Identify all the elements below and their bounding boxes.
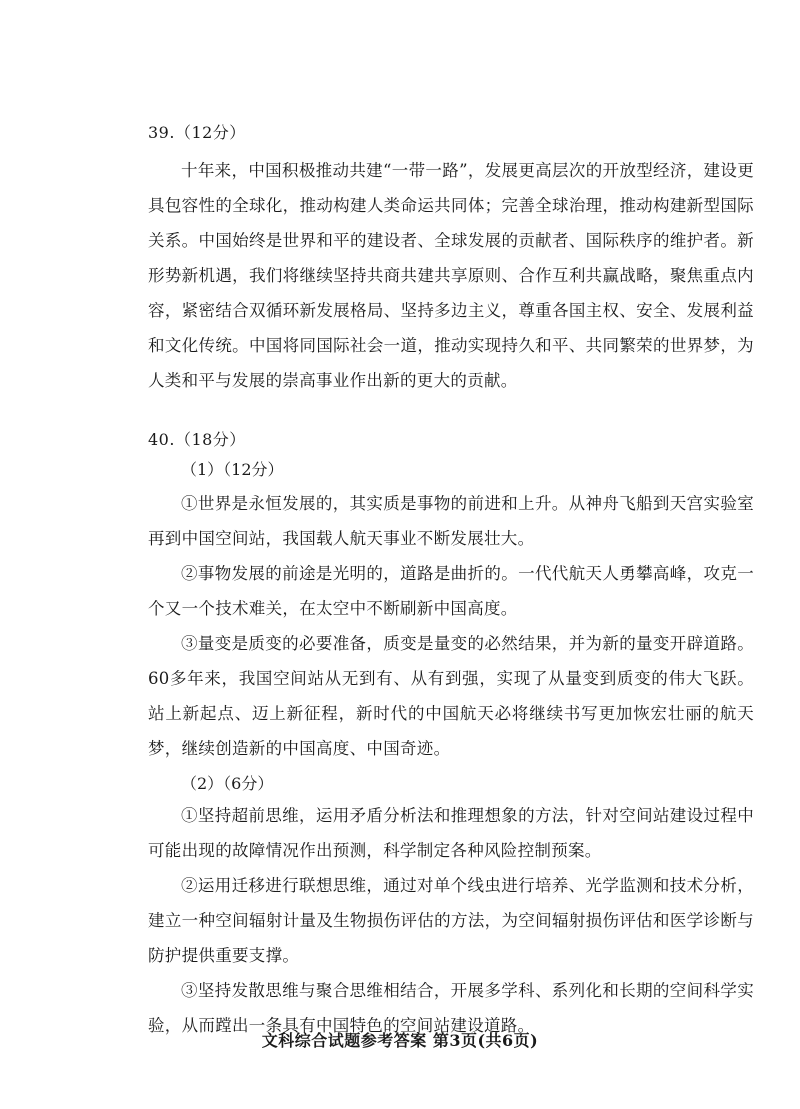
q40-part2-point-3: ③坚持发散思维与聚合思维相结合，开展多学科、系列化和长期的空间科学实验，从而蹚出一条具有中国特色的空间站建设道路。 — [148, 981, 754, 1035]
q40-part1-point-1: ①世界是永恒发展的，其实质是事物的前进和上升。从神舟飞船到天宫实验室再到中国空间站，我国载人航天事业不断发展壮大。 — [148, 494, 754, 548]
q39-paragraph: 十年来，中国积极推动共建“一带一路”，发展更高层次的开放型经济，建设更具包容性的全球化，推动构建人类命运共同体；完善全球治理，推动构建新型国际关系。中国始终是世界和平的建设者、全球发展的贡献者、国际秩序的维护者。新形势新机遇，我们将继续坚持共商共建共享原则、合作互利共赢战略，聚焦重点内容，紧密结合双循环新发展格局、坚持多边主义，尊重各国主权、安全、发展利益和文化传统。中国将同国际社会一道，推动实现持久和平、共同繁荣的世界梦，为人类和平与发展的崇高事业作出新的更大的贡献。 — [148, 161, 754, 390]
q40-part1-header: （1）（12分） — [181, 460, 284, 479]
q40-part2-point-1: ①坚持超前思维，运用矛盾分析法和推理想象的方法，针对空间站建设过程中可能出现的故障情况作出预测，科学制定各种风险控制预案。 — [148, 806, 754, 860]
q40-part1-point-3: ③量变是质变的必要准备，质变是量变的必然结果，并为新的量变开辟道路。60多年来，我国空间站从无到有、从有到强，实现了从量变到质变的伟大飞跃。站上新起点、迈上新征程，新时代的中国航天必将继续书写更加恢宏壮丽的航天梦，继续创造新的中国高度、中国奇迹。 — [148, 634, 754, 758]
q40-part1-point-2: ②事物发展的前途是光明的，道路是曲折的。一代代航天人勇攀高峰，攻克一个又一个技术难关，在太空中不断刷新中国高度。 — [148, 564, 754, 618]
page-footer: 文科综合试题参考答案 第3页(共6页) — [261, 1031, 539, 1050]
q40-part2-header: （2）（6分） — [181, 774, 274, 793]
q40-header: 40.（18分） — [148, 430, 246, 449]
q40-part2-point-2: ②运用迁移进行联想思维，通过对单个线虫进行培养、光学监测和技术分析，建立一种空间辐射计量及生物损伤评估的方法，为空间辐射损伤评估和医学诊断与防护提供重要支撑。 — [148, 876, 754, 965]
q39-header: 39.（12分） — [148, 123, 246, 142]
